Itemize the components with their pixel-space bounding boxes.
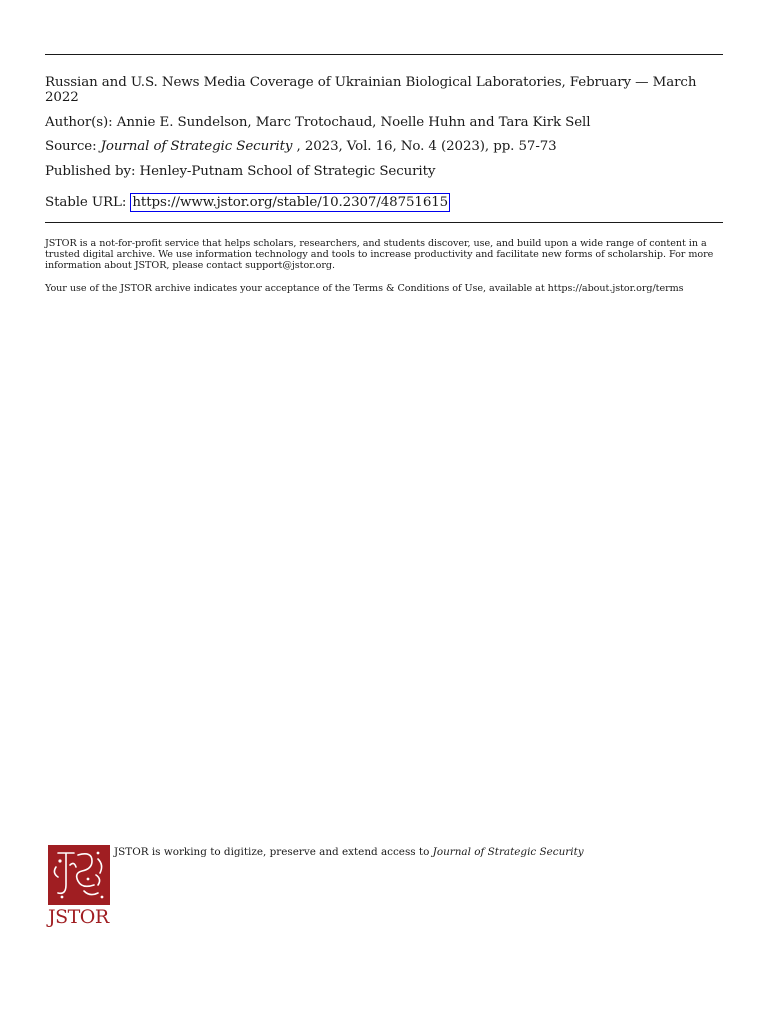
bottom-divider: [45, 222, 723, 223]
source-suffix: , 2023, Vol. 16, No. 4 (2023), pp. 57-73: [292, 139, 557, 154]
jstor-logo: [48, 845, 112, 927]
terms-notice: Your use of the JSTOR archive indicates your acceptance of the Terms & Conditions of Use, available at https://about.jstor.org/terms: [45, 283, 684, 294]
stable-url-label: Stable URL:: [45, 195, 131, 210]
top-divider: [45, 54, 723, 55]
source-prefix: Source:: [45, 139, 101, 154]
jstor-description: JSTOR is a not-for-profit service that helps scholars, researchers, and students discover, use, and build upon a wide range of content in a trusted digital archive. We use information technology and tools to increase productivity and facilitate new forms of scholarship. For more information about JSTOR, please contact support@jstor.org.: [45, 238, 714, 272]
article-publisher: Published by: Henley-Putnam School of Strategic Security: [45, 164, 436, 179]
stable-url-link[interactable]: https://www.jstor.org/stable/10.2307/48751615: [132, 195, 449, 210]
working-prefix: JSTOR is working to digitize, preserve and extend access to: [114, 846, 433, 858]
jstor-logo-word: JSTOR: [48, 906, 109, 928]
article-authors: Author(s): Annie E. Sundelson, Marc Trotochaud, Noelle Huhn and Tara Kirk Sell: [45, 115, 591, 130]
jstor-working-statement: [114, 846, 584, 858]
article-source: [45, 139, 725, 154]
stable-url-line: [45, 193, 725, 212]
source-journal: Journal of Strategic Security: [100, 139, 293, 154]
working-journal: Journal of Strategic Security: [432, 846, 584, 858]
article-title: Russian and U.S. News Media Coverage of Ukrainian Biological Laboratories, February — March 2022: [45, 75, 697, 105]
jstor-seal-icon: [48, 845, 110, 905]
